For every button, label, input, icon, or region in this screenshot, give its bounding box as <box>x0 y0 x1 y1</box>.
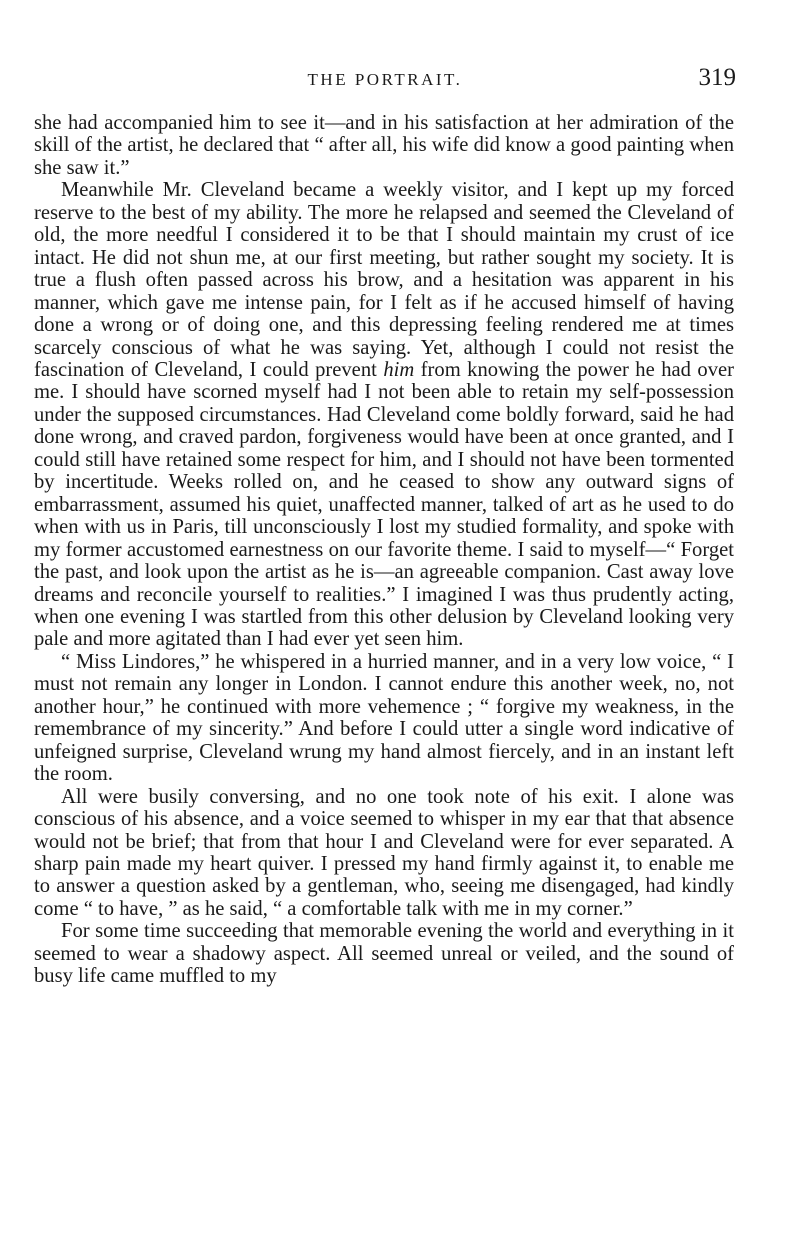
paragraph-4: All were busily conversing, and no one took note of his exit. I alone was conscious of his absence, and a voice seemed to whisper in my ear that that absence would not be brief; that from that hour I and Cleveland were for ever separated. A sharp pain made my heart quiver. I pressed my hand firmly against it, to enable me to answer a question asked by a gentleman, who, seeing me disengaged, had kindly come “ to have, ” as he said, “ a comfortable talk with me in my corner.” <box>34 785 734 920</box>
paragraph-2-emphasis: him <box>383 358 415 381</box>
running-title: THE PORTRAIT. <box>307 70 463 89</box>
running-header <box>34 64 736 98</box>
paragraph-2-before-emphasis: Meanwhile Mr. Cleveland became a weekly visitor, and I kept up my forced reserve to the best of my ability. The more he relapsed and seemed the Cleveland of old, the more needful I considered it to be that I should maintain my crust of ice intact. He did not shun me, at our first meeting, but rather sought my society. It is true a flush often passed across his brow, and a hesitation was apparent in his manner, which gave me intense pain, for I felt as if he accused himself of having done a wrong or of doing one, and this depressing feeling rendered me at times scarcely conscious of what he was saying. Yet, although I could not resist the fascination of Cleveland, I could prevent <box>34 179 734 381</box>
paragraph-2-after-emphasis: from knowing the power he had over me. I should have scorned myself had I not been able to retain my self-possession under the supposed circumstances. Had Cleveland come boldly forward, said he had done wrong, and craved pardon, forgiveness would have been at once granted, and I could still have retained some respect for him, and I should not have been tormented by incertitude. Weeks rolled on, and he ceased to show any outward signs of embarrassment, assumed his quiet, unaffected manner, talked of art as he used to do when with us in Paris, till unconsciously I lost my studied formality, and spoke with my former accustomed earnestness on our favorite theme. I said to myself—“ Forget the past, and look upon the artist as he is—an agreeable companion. Cast away love dreams and reconcile yourself to realities.” I imagined I was thus prudently acting, when one evening I was startled from this other delusion by Cleveland looking very pale and more agitated than I had ever yet seen him. <box>34 358 734 651</box>
paragraph-5: For some time succeeding that memorable evening the world and everything in it seemed to wear a shadowy aspect. All seemed unreal or veiled, and the sound of busy life came muffled to my <box>34 920 734 988</box>
body-text <box>34 112 734 988</box>
paragraph-1: she had accompanied him to see it—and in his satisfaction at her admiration of the skill of the artist, he declared that “ after all, his wife did know a good painting when she saw it.” <box>34 112 734 179</box>
page-number: 319 <box>698 64 736 91</box>
paragraph-2 <box>34 179 734 651</box>
paragraph-3: “ Miss Lindores,” he whispered in a hurried manner, and in a very low voice, “ I must not remain any longer in London. I cannot endure this another week, no, not another hour,” he continued with more vehemence ; “ forgive my weakness, in the remembrance of my sincerity.” And before I could utter a single word indicative of unfeigned surprise, Cleveland wrung my hand almost fiercely, and in an instant left the room. <box>34 650 734 786</box>
